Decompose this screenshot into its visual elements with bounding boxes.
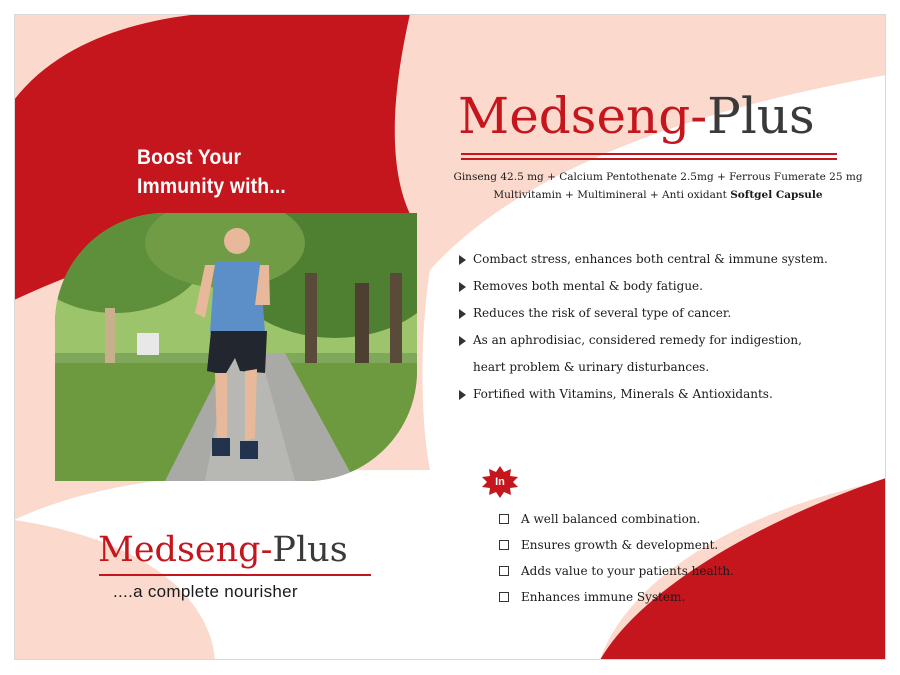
benefit-item [458, 381, 868, 408]
badge-label: In [495, 476, 505, 488]
composition-line-2 [443, 186, 873, 204]
triangle-bullet-icon [459, 336, 466, 346]
feature-text: Enhances immune System. [521, 590, 686, 604]
benefit-item [458, 246, 868, 273]
checkbox-bullet-icon [499, 592, 509, 602]
benefit-item [458, 327, 868, 354]
brand-dash: - [690, 87, 708, 145]
brand-name-part2: Plus [707, 87, 815, 145]
brand-title-secondary [98, 528, 398, 572]
feature-item [497, 506, 827, 532]
benefit-text: Fortified with Vitamins, Minerals & Antioxidants. [473, 387, 773, 401]
checkbox-bullet-icon [499, 514, 509, 524]
brand-name-part2: Plus [272, 530, 348, 570]
triangle-bullet-icon [459, 390, 466, 400]
dosage-form: Softgel Capsule [730, 189, 823, 201]
benefit-text: As an aphrodisiac, considered remedy for indigestion, [473, 333, 802, 347]
feature-text: Ensures growth & development. [521, 538, 719, 552]
benefit-item-continued [458, 354, 868, 381]
brand-secondary-underline [99, 574, 371, 576]
benefit-text: Removes both mental & body fatigue. [473, 279, 703, 293]
brand-name-part1: Medseng [458, 87, 691, 145]
composition [443, 168, 873, 204]
benefit-item [458, 273, 868, 300]
brand-dash: - [260, 530, 273, 570]
benefit-item [458, 300, 868, 327]
headline-line-2: Immunity with... [137, 175, 286, 198]
benefits-list [458, 246, 868, 408]
benefit-text: Reduces the risk of several type of cancer. [473, 306, 732, 320]
feature-item [497, 532, 827, 558]
benefit-text: heart problem & urinary disturbances. [473, 360, 710, 374]
benefit-text: Combact stress, enhances both central & immune system. [473, 252, 828, 266]
checkbox-bullet-icon [499, 566, 509, 576]
feature-item [497, 558, 827, 584]
brand-name-part1: Medseng [98, 530, 261, 570]
triangle-bullet-icon [459, 282, 466, 292]
triangle-bullet-icon [459, 309, 466, 319]
brand-underline-2 [461, 158, 837, 160]
headline [137, 143, 358, 201]
feature-item [497, 584, 827, 610]
headline-line-1: Boost Your [137, 146, 242, 169]
brand-underline-1 [461, 153, 837, 155]
composition-line-2-text: Multivitamin + Multimineral + Anti oxidant [493, 189, 731, 201]
tagline: ....a complete nourisher [113, 582, 298, 601]
runner-photo [55, 213, 417, 481]
features-list [497, 506, 827, 610]
checkbox-bullet-icon [499, 540, 509, 550]
feature-text: A well balanced combination. [521, 512, 701, 526]
feature-text: Adds value to your patients health. [521, 564, 734, 578]
brand-title [458, 86, 858, 146]
composition-line-1: Ginseng 42.5 mg + Calcium Pentothenate 2.5mg + Ferrous Fumerate 25 mg [453, 171, 863, 183]
triangle-bullet-icon [459, 255, 466, 265]
runner-illustration [55, 213, 417, 481]
